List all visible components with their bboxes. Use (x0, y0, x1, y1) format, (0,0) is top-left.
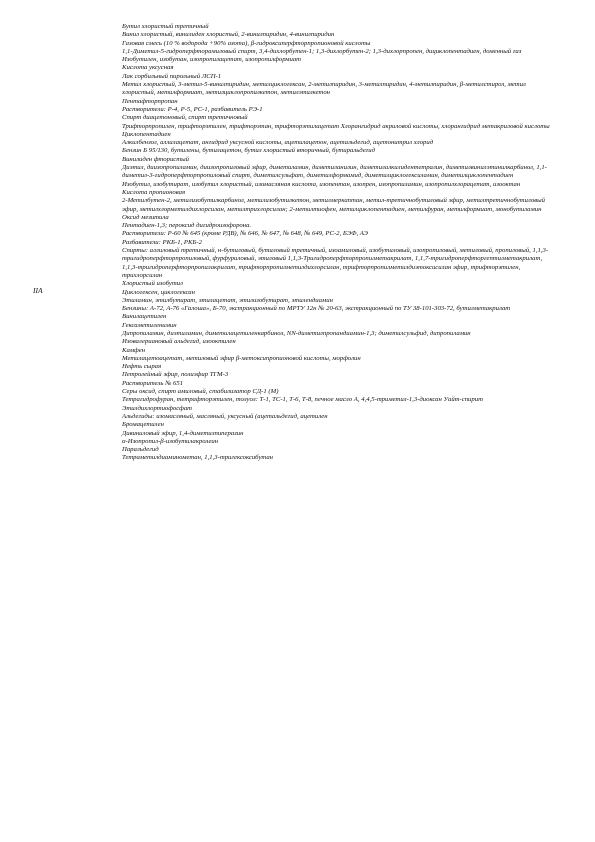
substance-entry: Спирт диацетоновый, спирт третичновый (122, 114, 248, 122)
substance-entry: Бензин Б 95/130, бутилены, бутилацетон, бутил хлористый вторичный, бутиральдегид (122, 147, 376, 155)
substance-entry: Винилацетилен (122, 313, 167, 321)
substance-entry: Спирты: аллиловый третичный, н-бутиловый, бутиловый третичный, изоамиловый, изобутиловый, изопропиловый, метиловый, пропиловый, 1,1,3-тригидроперфторпропиловый, фурфуриловый, этиловый 1,1,3-Тригидроперфторпропилметакрилат, 1,1,7-тригидроперфторгептилметакрилат, 1,1,3-тригидроперфторпропилакрилат, трифторпропилметилдихлорсилан, трифторпропилметилдиэтоксисилан эфир, трифторэтилен, трихлорсилан (122, 247, 549, 279)
substance-entry: Кислота уксусная (122, 64, 174, 72)
substance-entry: Бромацетилен (122, 421, 164, 429)
substance-entry: Алкилбензол, аллилацетат, ангидрид уксусной кислоты, ацетилацетон, ацетальдегид, ацетонитрил хлорид (122, 139, 434, 147)
substance-list (122, 23, 552, 463)
substance-entry: Бензины: А-72, А-76 «Галоша», Б-70, экстракционный по МРТУ 12н № 20-63, экстракционный по ТУ 38-101-303-72, бутилметакрилат (122, 305, 511, 313)
substance-entry: Пентафторпропан (122, 97, 178, 105)
substance-entry: Оксид мезитила (122, 213, 169, 221)
substance-entry: Кислота пропионовая (122, 188, 186, 196)
substance-entry: Метил хлористый, 3-метил-5-винилпиридин, метилциклогексан, 2-метилпиридин, 3-метилпиридин, 4-метилпиридин, β-метилстирол, метил хлористый, метилформиат, метилциклопропилкетон, метилэтилкетон (122, 81, 526, 97)
substance-entry: Хлористый изобутил (122, 280, 183, 288)
category-label: IIA (33, 286, 43, 295)
substance-entry: Камфен (122, 346, 146, 354)
substance-entry: Трифторпропилен, трифторэтилен, трифторэтан, трифторэтилацетат Хлорангидрид акриловой кислоты, хлорангидрид метакриловой кислоты Циклопентадиен (122, 122, 550, 138)
substance-entry: Растворитель № 651 (122, 379, 184, 387)
substance-entry: 1,1-Диметил-5-гидроперфторамиловый спирт, 3,4-дихлорбутен-1; 1,3-дихлорбутен-2; 1,3-дихлорпропен, дициклопентадиен, доменный газ (122, 47, 522, 55)
substance-entry: Дивиниловый эфир, 1,4-диметилпиперазин (122, 429, 244, 437)
substance-entry: Разбавители: РКБ-1, РКБ-2 (122, 238, 202, 246)
substance-entry: Серы оксид, спирт амиловый, стабилизатор СД-1 (М) (122, 388, 279, 396)
substance-entry: Газовая смесь (10 % водорода +90% азота), β-гидроксиперфторпропионовой кислоты (122, 39, 371, 47)
substance-entry: Дипропиламин, диэтиламин, диметилацетиленкарбинол, NN-диметилпропандиамин-1,3; диметилсульфид, дипропиламин (122, 329, 471, 337)
substance-entry: Этилдихлортиофосфат (122, 404, 193, 412)
substance-entry: Пентадиен-1,3; пероксид дигидроизофорона. (122, 222, 252, 230)
substance-entry: Растворители: Р-60 № 645 (кроме РДВ), № 646, № 647, № 648, № 649, РС-2, БЭФ, АЭ (122, 230, 368, 238)
substance-entry: Тетрагидрофуран, тетрафторэтилен, толуол: Т-1, ТС-1, Т-6, Т-8, печное масло А, 4,4,5-триметил-1,3-диоксан Уайт-спирит (122, 396, 483, 404)
substance-entry: Бутил хлористый третичный (122, 23, 209, 30)
substance-entry: Изобутил, изобутират, изобутил хлористый, изомасляная кислота, изопентан, изопрен, изопропиламин, изопропилхлорацетат, изооктан (122, 180, 521, 188)
substance-entry: Изобутилен, изобутан, изопропилацетат, изопропилформиат (122, 56, 301, 64)
substance-entry: Винил хлористый, винилиден хлористый, 2-винилпиридин, 4-винилпиридин (122, 31, 335, 39)
substance-entry: Изовалериановый альдегид, изооктилен (122, 338, 236, 346)
substance-entry: Лак сорбильный пирольный ЛСП-1 (122, 72, 222, 80)
substance-entry: Растворители: Р-4, Р-5, РС-1, разбавитель РЭ-1 (122, 105, 263, 113)
substance-entry: Этиламин, этилбутират, этилацетат, этилизобутират, этилендиамин (122, 296, 333, 304)
substance-entry: 2-Метилбутен-2, метилизобутилкарбинол, метилизобутилкетон, метилмеркаптан, метил-третичнобутиловый эфир, метилтретичнобутиловый эфир, метилхлорметилдихлорсилан, метилтрихлорсилан; 2-метилтиофен, метилциклопентадиен, метилфуран, метилформиат, монобутиламин (122, 197, 545, 213)
substance-entry: Диэтил, диизопропиламин, диизопропиловый эфир, диметиламин, диметиланилин, диметилалкилидентетралин, диметилвинилэтинилкарбинол, 1,1-диметил-3-гидроперфторпропиловый спирт, диметилсульфат, диметилформамид, диметилциклогексиламин, диметилциклопентадиен (122, 164, 547, 180)
substance-entry: Метилацетоацетат, метиловый эфир β-метоксипропионовой кислоты, морфолин (122, 354, 361, 362)
substance-entry: Гексаметиленимин (122, 321, 177, 329)
substance-entry: Циклогексен, циклогексан (122, 288, 195, 296)
substance-entry: Альдегиды: изомасляный, масляный, уксусный (ацетальдегид, ацетилен (122, 412, 328, 420)
substance-entry: Нефть сырая (122, 363, 162, 371)
substance-entry: Винилиден фтористый (122, 155, 189, 163)
substance-entry: Тетраметилдиаминометан, 1,1,3-тригексоксибутан (122, 454, 273, 462)
substance-entry: Петролейный эфир, полиэфир ТГМ-3 (122, 371, 229, 379)
substance-entry: Паральдегид (122, 446, 159, 454)
substance-entry: α-Изопропил-β-изобутилакролеин (122, 437, 219, 445)
